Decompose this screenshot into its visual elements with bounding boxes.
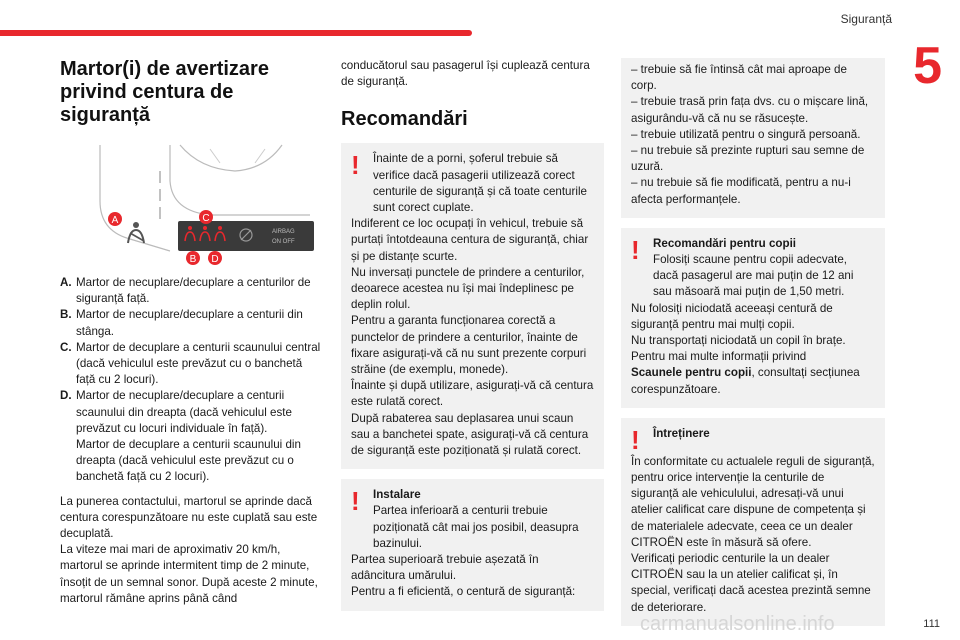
page-number: 111 [923, 618, 940, 630]
watermark: carmanualsonline.info [640, 613, 835, 635]
legend-item-a: A. Martor de necuplare/decuplare a centurilor de siguranță față. [60, 276, 311, 306]
overhead-display-panel [178, 221, 314, 251]
svg-text:B: B [189, 254, 197, 265]
maintenance-title: Întreținere [653, 426, 710, 440]
callout-d [208, 251, 222, 265]
recommendations-box: ! Înainte de a porni, șoferul trebuie să verifice dacă pasagerii utilizează corect centurile de siguranță și că toate centurile sunt corect cuplate. Indiferent ce loc ocupați în vehicul, trebuie să purtați întotdeauna centura de siguranță, chiar și pe distanțe scurte. Nu inversați punctele de prindere a centurilor, deoarece acestea nu își mai îndeplinesc pe deplin rolul. Pentru a garanta funcționarea corectă a punctelor de prindere a centurilor, înainte de fixare asigurați-vă că nu sunt prezente corpuri străine (de exemplu, monede). Înainte și după utilizare, asigurați-vă că centura este rulată corect. După rabaterea sau deplasarea unui scaun sau a banchetei spate, asigurați-vă că centura de siguranță este poziționată și rulată corect. [341, 143, 604, 469]
airbag-label: AIRBAG [272, 229, 295, 235]
seatbelt-warning-figure [60, 141, 322, 269]
seatbelt-icon-a [128, 222, 144, 243]
on-off-label: ON OFF [272, 239, 295, 245]
warning-icon: ! [631, 424, 640, 455]
ignition-paragraph: La punerea contactului, martorul se aprinde dacă centura corespunzătoare nu este cuplată sau este decuplată. [60, 494, 318, 541]
chapter-number: 5 [913, 37, 942, 95]
callout-a [108, 212, 122, 226]
page-title: Martor(i) de avertizare privind centura de siguranță [60, 58, 269, 126]
top-accent-bar [0, 30, 472, 36]
speed-paragraph: La viteze mai mari de aproximativ 20 km/h, martorul se aprinde intermitent timp de 2 minute, însoțit de un semnal sonor. După aceste 2 minute, martorul rămâne aprins până când [60, 543, 318, 605]
right-column [621, 58, 885, 626]
maintenance-box: ! Întreținere În conformitate cu actualele reguli de siguranță, pentru orice intervenție la centurile de siguranță ale vehiculului, adresați-vă unui atelier calificat care dispune de competența și de materialele adecvate, ceea ce un dealer CITROËN este în măsură să ofere. Verificați periodic centurile la un dealer CITROËN sau la un atelier calificat și, în special, verificați dacă acestea prezintă semne de deteriorare. [621, 418, 885, 626]
legend-item-c: C. Martor de decuplare a centurii scaunului central (dacă vehiculul este prevăzut cu o banchetă față cu 2 locuri). [60, 340, 321, 387]
svg-text:C: C [202, 213, 210, 224]
seatbelt-requirements-box: – trebuie să fie întinsă cât mai aproape de corp. – trebuie trasă prin fața dvs. cu o mișcare lină, asigurându-vă că nu se răsucește. – trebuie utilizată pentru o singură persoană. – nu trebuie să prezinte rupturi sau semne de uzură. – nu trebuie să fie modificată, pentru a nu-i afecta performanțele. [621, 58, 885, 218]
callout-c [199, 210, 213, 224]
legend-item-d: D. Martor de necuplare/decuplare a centurii scaunului din dreapta (dacă vehiculul este prevăzut cu locuri individuale în față). Martor de decuplare a centurii scaunului din dreapta (dacă vehiculul este prevăzut cu o banchetă față cu 2 locuri). [60, 389, 301, 484]
warning-icon: ! [631, 234, 640, 265]
children-box: ! Recomandări pentru copii Folosiți scaune pentru copii adecvate, dacă pasagerul are mai puțin de 12 ani sau măsoară mai puțin de 1,50 metri. Nu folosiți niciodată aceeași centură de siguranță pentru mai mulți copii. Nu transportați niciodată un copil în brațe. Pentru mai multe informații privind Scaunele pentru copii, consultați secțiunea corespunzătoare. [621, 228, 885, 408]
callout-b [186, 251, 200, 265]
installation-title: Instalare [373, 488, 421, 502]
left-column [60, 58, 322, 607]
legend-item-b: B. Martor de necuplare/decuplare a centurii din stânga. [60, 308, 303, 338]
children-title: Recomandări pentru copii [653, 236, 797, 250]
child-seats-reference: Scaunele pentru copii [631, 366, 752, 380]
warning-icon: ! [351, 150, 360, 181]
continuation-paragraph: conducătorul sau pasagerul își cuplează centura de siguranță. [341, 59, 590, 89]
installation-box: ! Instalare Partea inferioară a centurii trebuie poziționată cât mai jos posibil, deasupra bazinului. Partea superioară trebuie așezată în adâncitura umărului. Pentru a fi eficientă, o centură de siguranță: [341, 479, 604, 610]
section-title: Siguranță [840, 12, 892, 26]
svg-text:A: A [111, 215, 119, 226]
dashboard-illustration [60, 141, 322, 269]
svg-text:D: D [211, 254, 219, 265]
warning-icon: ! [351, 486, 360, 517]
recommendations-heading: Recomandări [341, 108, 468, 131]
figure-legend [60, 275, 322, 486]
middle-column [341, 58, 604, 611]
